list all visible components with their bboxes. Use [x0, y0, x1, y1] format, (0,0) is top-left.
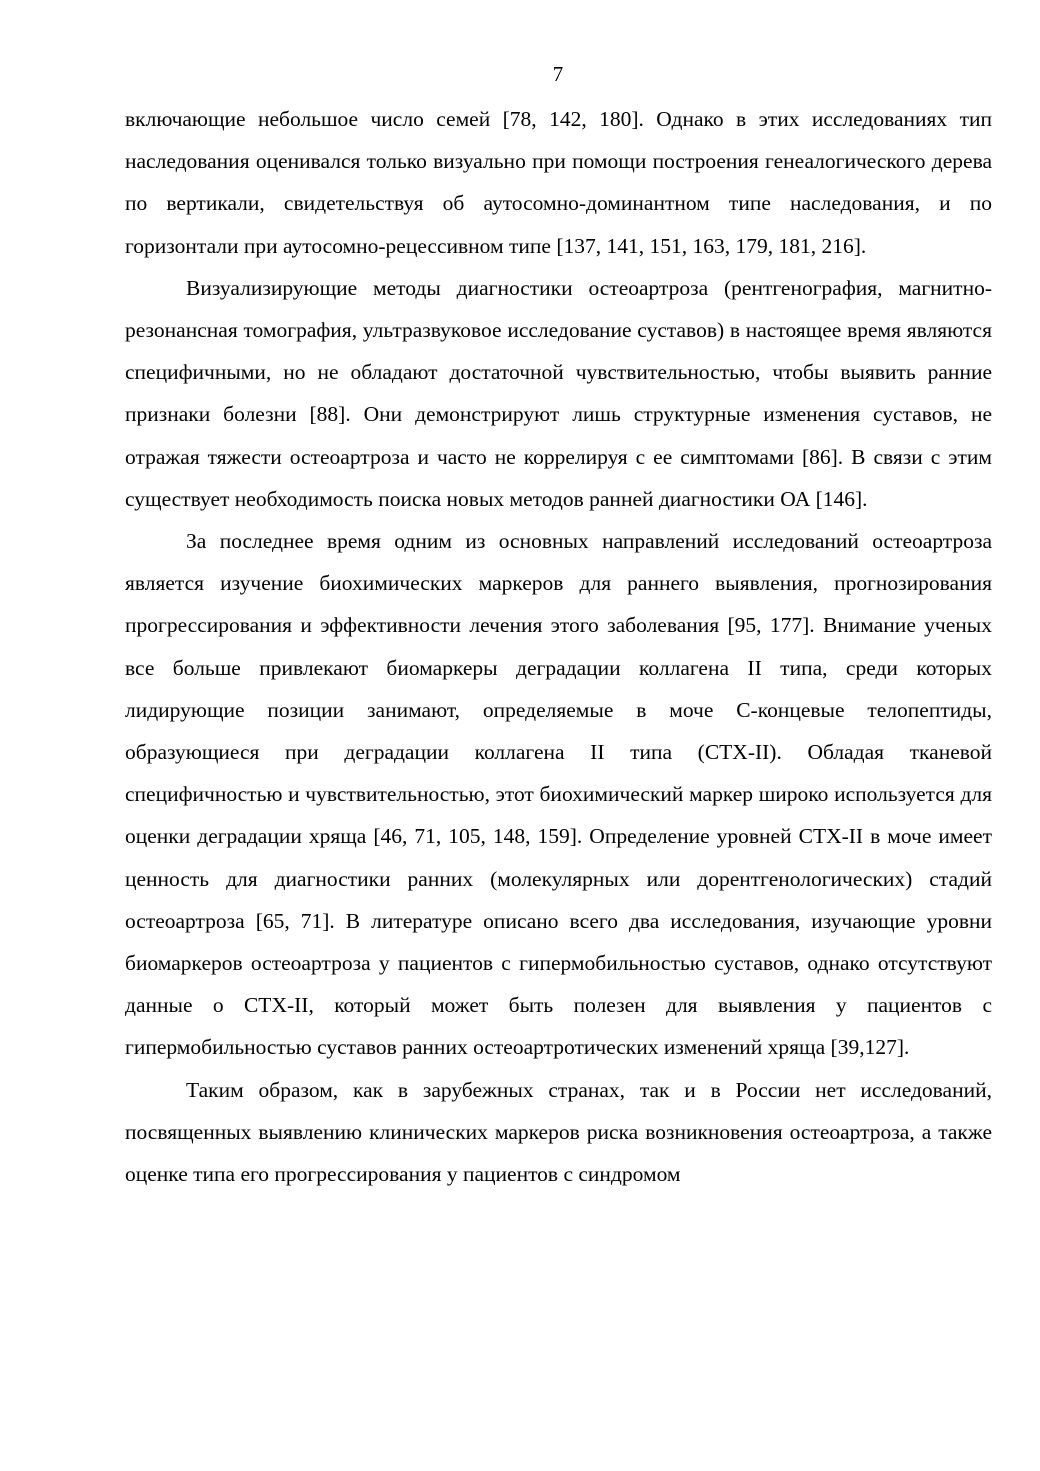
paragraph-imaging-methods: Визуализирующие методы диагностики остеоартроза (рентгенография, магнитно-резонансная томография, ультразвуковое исследование суставов) в настоящее время являются специфичными, но не обладают достаточной чувствительностью, чтобы выявить ранние признаки болезни [88]. Они демонстрируют лишь структурные изменения суставов, не отражая тяжести остеоартроза и часто не коррелируя с ее симптомами [86]. В связи с этим существует необходимость поиска новых методов ранней диагностики ОА [146]. [125, 275, 992, 511]
body-text [125, 98, 992, 1195]
page-number: 7 [552, 62, 564, 86]
paragraph-continuation: включающие небольшое число семей [78, 142, 180]. Однако в этих исследованиях тип наследования оценивался только визуально при помощи построения генеалогического дерева по вертикали, свидетельствуя об аутосомно-доминантном типе наследования, и по горизонтали при аутосомно-рецессивном типе [137, 141, 151, 163, 179, 181, 216]. [125, 107, 992, 258]
paragraph-conclusion: Таким образом, как в зарубежных странах, так и в России нет исследований, посвященных выявлению клинических маркеров риска возникновения остеоартроза, а также оценке типа его прогрессирования у пациентов с синдромом [125, 1077, 992, 1187]
paragraph-biomarkers: За последнее время одним из основных направлений исследований остеоартроза является изучение биохимических маркеров для раннего выявления, прогнозирования прогрессирования и эффективности лечения этого заболевания [95, 177]. Внимание ученых все больше привлекают биомаркеры деградации коллагена II типа, среди которых лидирующие позиции занимают, определяемые в моче С-концевые телопептиды, образующиеся при деградации коллагена II типа (CTX-II). Обладая тканевой специфичностью и чувствительностью, этот биохимический маркер широко используется для оценки деградации хряща [46, 71, 105, 148, 159]. Определение уровней CTX-II в моче имеет ценность для диагностики ранних (молекулярных или дорентгенологических) стадий остеоартроза [65, 71]. В литературе описано всего два исследования, изучающие уровни биомаркеров остеоартроза у пациентов с гипермобильностью суставов, однако отсутствуют данные о CTX-II, который может быть полезен для выявления у пациентов с гипермобильностью суставов ранних остеоартротических изменений хряща [39,127]. [125, 529, 992, 1060]
